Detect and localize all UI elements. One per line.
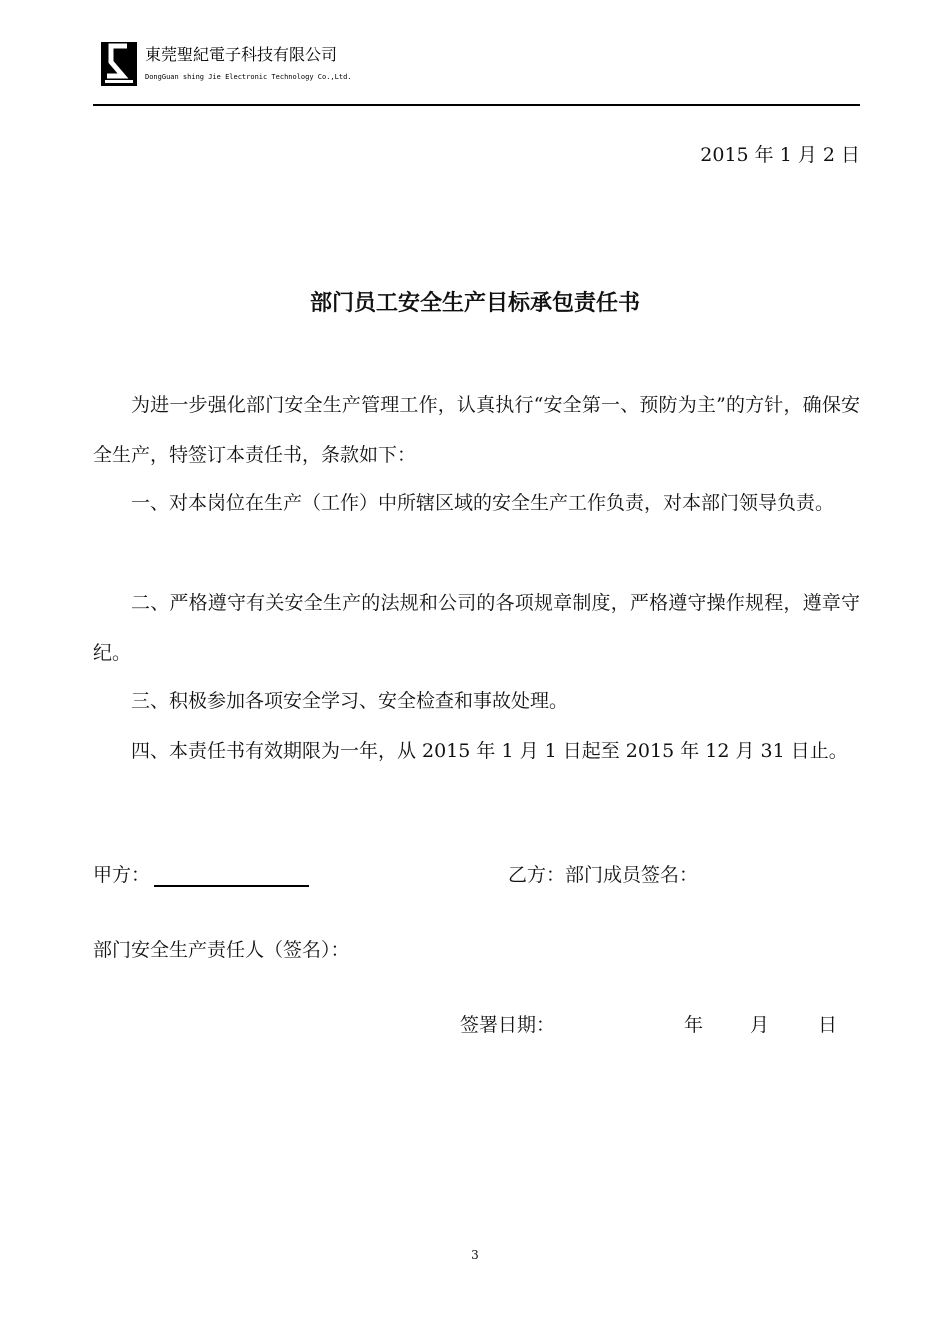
clause-1: 一、对本岗位在生产（工作）中所辖区域的安全生产工作负责，对本部门领导负责。 xyxy=(131,492,835,514)
company-logo-icon xyxy=(101,42,137,86)
intro-paragraph: 为进一步强化部门安全生产管理工作，认真执行“安全第一、预防为主”的方针，确保安全生产，特签订本责任书，条款如下： xyxy=(93,394,860,466)
party-a-label: 甲方： xyxy=(93,864,151,886)
party-a-signature xyxy=(93,860,309,887)
page-header xyxy=(93,40,860,106)
clause-3: 三、积极参加各项安全学习、安全检查和事故处理。 xyxy=(131,690,569,712)
document-date: 2015 年 1 月 2 日 xyxy=(700,144,860,166)
clause-2: 二、严格遵守有关安全生产的法规和公司的各项规章制度，严格遵守操作规程，遵章守纪。 xyxy=(93,592,860,664)
sign-date-year: 年 xyxy=(684,1014,704,1036)
page-number: 3 xyxy=(471,1248,479,1262)
sign-date-day: 日 xyxy=(818,1014,838,1036)
responsible-person-label: 部门安全生产责任人（签名）： xyxy=(93,939,350,961)
sign-date-month: 月 xyxy=(750,1014,770,1036)
clause-4: 四、本责任书有效期限为一年，从 2015 年 1 月 1 日起至 2015 年 12 月 31 日止。 xyxy=(131,740,848,762)
sign-date-label: 签署日期： xyxy=(460,1014,556,1036)
company-name-cn: 東莞聖紀電子科技有限公司 xyxy=(145,45,338,64)
party-a-signature-line xyxy=(154,863,309,887)
party-b-label: 乙方：部门成员签名： xyxy=(508,864,699,886)
company-name-en: DongGuan shing Jie Electronic Technology Co.,Ltd. xyxy=(145,73,352,81)
document-title: 部门员工安全生产目标承包责任书 xyxy=(309,290,640,316)
